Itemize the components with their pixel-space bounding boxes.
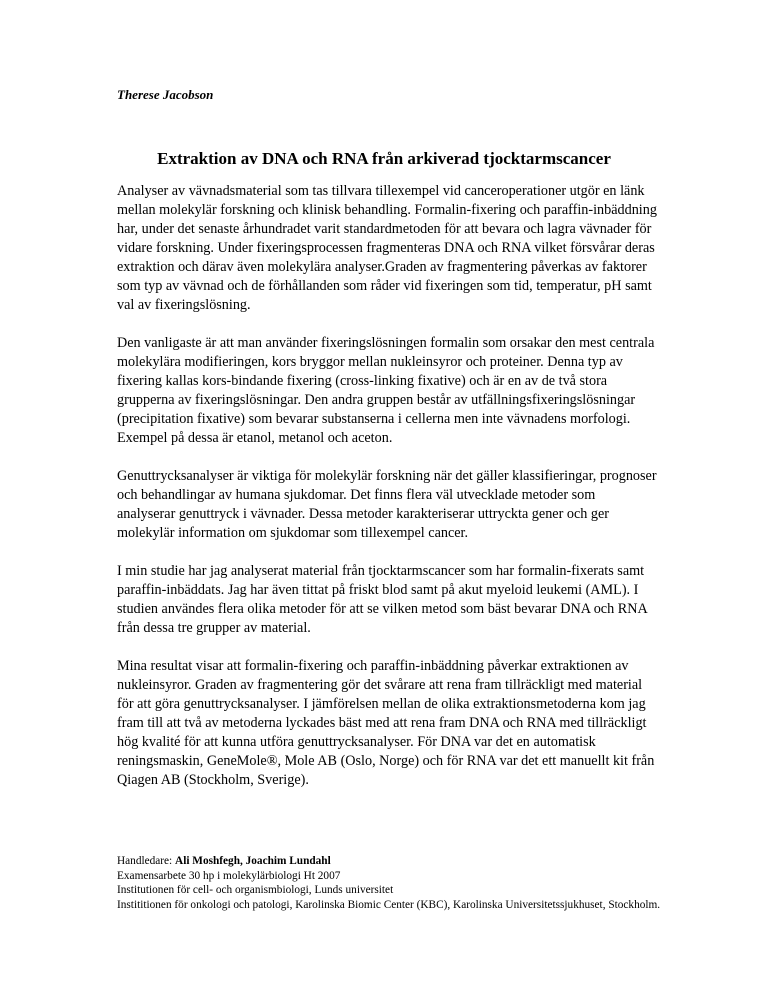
abstract-body <box>117 182 657 809</box>
thesis-line: Examensarbete 30 hp i molekylärbiologi Ht 2007 <box>117 869 341 882</box>
paragraph-2: Den vanligaste är att man använder fixeringslösningen formalin som orsakar den mest centrala molekylära modifieringen, kors bryggor mellan nukleinsyror och proteiner. Denna typ av fixering kallas kors-bindande fixering (cross-linking fixative) och är en av de två stora grupperna av fixeringslösningar. Den andra gruppen består av utfällningsfixeringslösningar (precipitation fixative) som bevarar substanserna i cellerna men inte vävnadens morfologi. Exempel på dessa är etanol, metanol och aceton. <box>117 335 655 446</box>
paragraph-3: Genuttrycksanalyser är viktiga för molekylär forskning när det gäller klassifieringar, prognoser och behandlingar av humana sjukdomar. Det finns flera väl utvecklade metoder som analyserar genuttryck i vävnader. Dessa metoder karakteriserar uttryckta gener och ger molekylär information om sjukdomar som tillexempel cancer. <box>117 468 657 541</box>
paragraph-5: Mina resultat visar att formalin-fixering och paraffin-inbäddning påverkar extraktionen av nukleinsyror. Graden av fragmentering gör det svårare att rena fram tillräckligt med material för att göra genuttrycksanalyser. I jämförelsen mellan de olika extraktionsmetoderna kom jag fram till att två av metoderna lyckades bäst med att rena fram DNA och RNA med tillräckligt hög kvalité för att kunna utföra genuttrycksanalyser. För DNA var det en automatisk reningsmaskin, GeneMole®, Mole AB (Oslo, Norge) och för RNA var det ett manuellt kit från Qiagen AB (Stockholm, Sverige). <box>117 658 655 788</box>
author-name: Therese Jacobson <box>117 87 214 102</box>
document-title: Extraktion av DNA och RNA från arkiverad tjocktarmscancer <box>157 149 611 168</box>
supervisor-names: Ali Moshfegh, Joachim Lundahl <box>175 855 331 867</box>
institution-line-2: Instititionen för onkologi och patologi, Karolinska Biomic Center (KBC), Karolinska Universitetssjukhuset, Stockholm. <box>117 898 661 911</box>
institution-line-1: Institutionen för cell- och organismbiologi, Lunds universitet <box>117 884 394 896</box>
supervisor-label: Handledare: <box>117 855 176 867</box>
supervisor-line <box>117 854 677 869</box>
paragraph-4: I min studie har jag analyserat material från tjocktarmscancer som har formalin-fixerats samt paraffin-inbäddats. Jag har även tittat på friskt blod samt på akut myeloid leukemi (AML). I studien användes flera olika metoder för att se vilken metod som bäst bevarar DNA och RNA från dessa tre grupper av material. <box>117 563 647 636</box>
paragraph-1: Analyser av vävnadsmaterial som tas tillvara tillexempel vid canceroperationer utgör en länk mellan molekylär forskning och klinisk behandling. Formalin-fixering och paraffin-inbäddning har, under det senaste århundradet varit standardmetoden för att bevara och lagra vävnader för vidare forskning. Under fixeringsprocessen fragmenteras DNA och RNA vilket försvårar deras extraktion och därav även molekylära analyser.Graden av fragmentering påverkas av faktorer som typ av vävnad och de förhållanden som råder vid fixeringen som tid, temperatur, pH samt val av fixeringslösning. <box>117 183 657 313</box>
footer-info <box>117 854 677 912</box>
